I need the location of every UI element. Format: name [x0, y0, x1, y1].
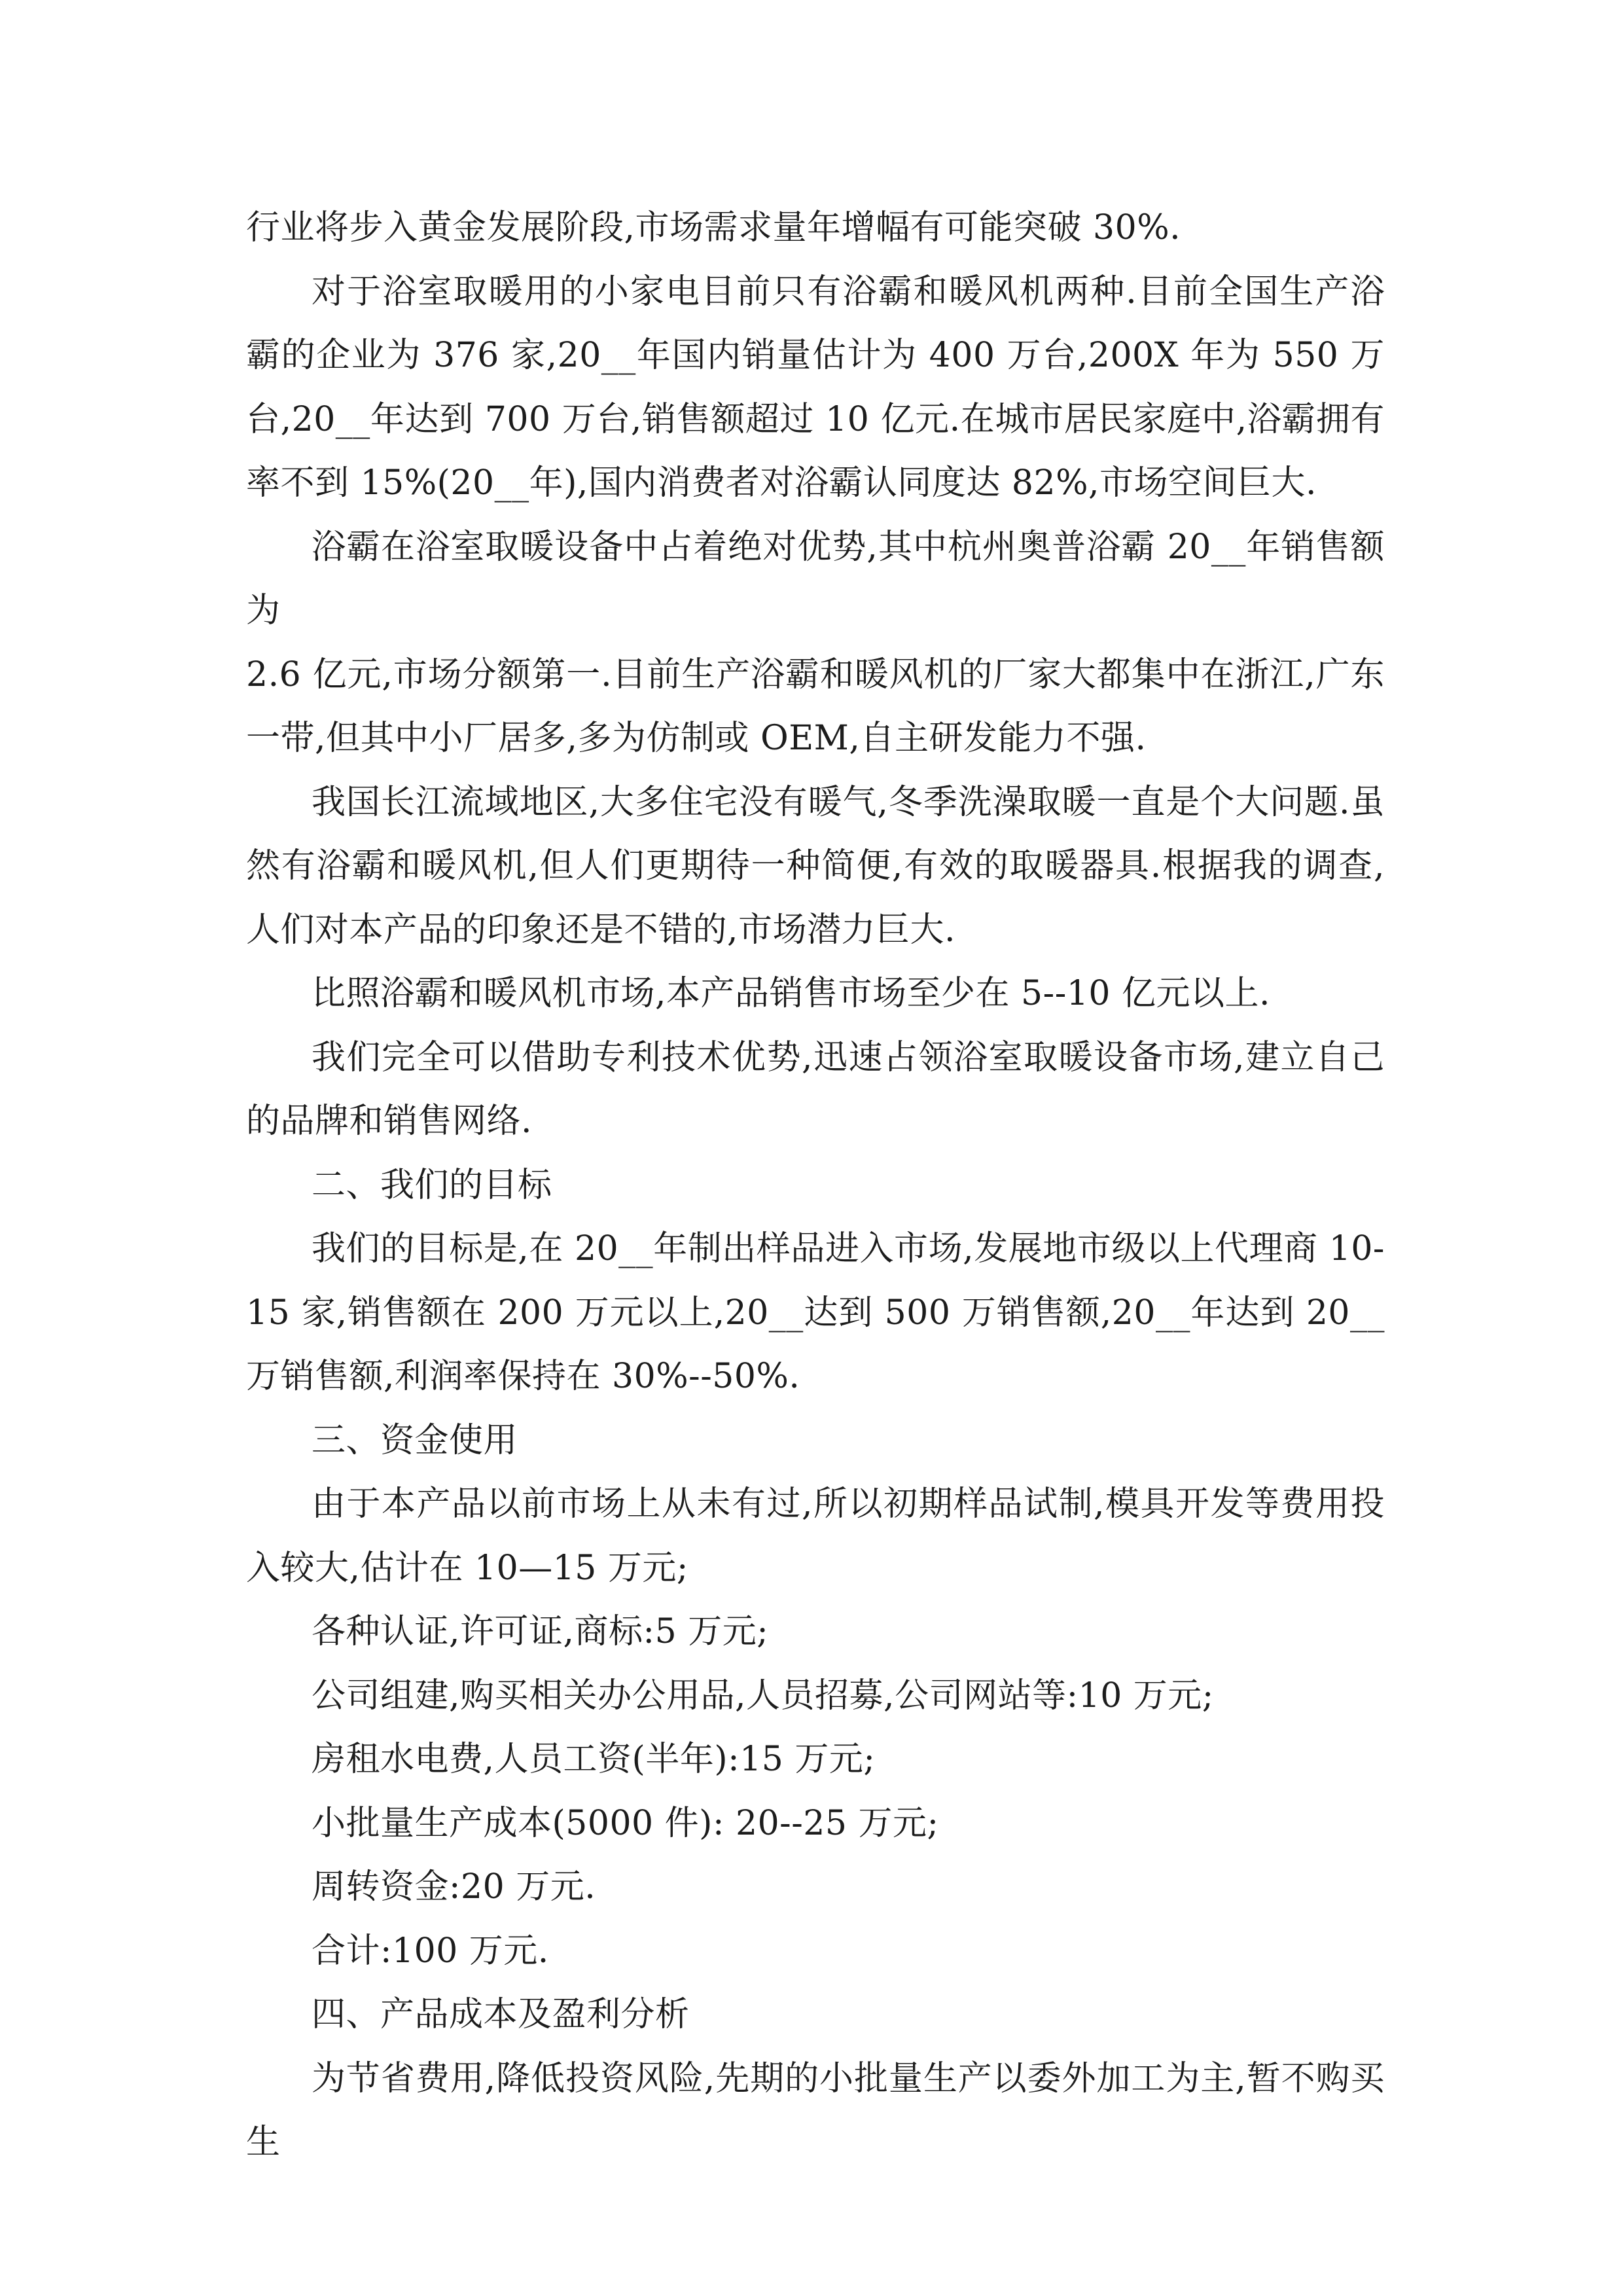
paragraph: 我们的目标是,在 20__年制出样品进入市场,发展地市级以上代理商 10-15 家,销售额在 200 万元以上,20__达到 500 万销售额,20__年达到 20__万销售额,利润率保持在 30%--50%.: [246, 1229, 1385, 1396]
section-heading: 三、资金使用: [312, 1420, 518, 1460]
section-heading: 二、我们的目标: [312, 1165, 552, 1205]
list-item: 各种认证,许可证,商标:5 万元;: [312, 1612, 769, 1651]
paragraph: 2.6 亿元,市场分额第一.目前生产浴霸和暖风机的厂家大都集中在浙江,广东一带,但其中小厂居多,多为仿制或 OEM,自主研发能力不强.: [246, 655, 1385, 758]
paragraph: 我国长江流域地区,大多住宅没有暖气,冬季洗澡取暖一直是个大问题.虽然有浴霸和暖风机,但人们更期待一种简便,有效的取暖器具.根据我的调查,人们对本产品的印象还是不错的,市场潜力巨大.: [246, 782, 1385, 950]
list-item: 公司组建,购买相关办公用品,人员招募,公司网站等:10 万元;: [312, 1676, 1214, 1715]
paragraph: 行业将步入黄金发展阶段,市场需求量年增幅有可能突破 30%.: [246, 208, 1181, 247]
list-item: 小批量生产成本(5000 件): 20--25 万元;: [312, 1803, 939, 1843]
paragraph: 浴霸在浴室取暖设备中占着绝对优势,其中杭州奥普浴霸 20__年销售额为: [246, 527, 1385, 630]
list-item: 周转资金:20 万元.: [312, 1867, 596, 1907]
paragraph: 对于浴室取暖用的小家电目前只有浴霸和暖风机两种.目前全国生产浴霸的企业为 376 家,20__年国内销量估计为 400 万台,200X 年为 550 万台,20__年达到 700 万台,销售额超过 10 亿元.在城市居民家庭中,浴霸拥有率不到 15%(20__年),国内消费者对浴霸认同度达 82%,市场空间巨大.: [246, 272, 1385, 503]
paragraph: 比照浴霸和暖风机市场,本产品销售市场至少在 5--10 亿元以上.: [312, 974, 1271, 1013]
list-item: 房租水电费,人员工资(半年):15 万元;: [312, 1740, 876, 1779]
document-body: [246, 196, 1385, 2175]
section-heading: 四、产品成本及盈利分析: [312, 1995, 690, 2034]
paragraph: 由于本产品以前市场上从未有过,所以初期样品试制,模具开发等费用投入较大,估计在 10—15 万元;: [246, 1484, 1385, 1588]
paragraph: 为节省费用,降低投资风险,先期的小批量生产以委外加工为主,暂不购买生: [246, 2058, 1385, 2162]
total-line: 合计:100 万元.: [312, 1931, 549, 1971]
paragraph: 我们完全可以借助专利技术优势,迅速占领浴室取暖设备市场,建立自己的品牌和销售网络.: [246, 1037, 1385, 1141]
